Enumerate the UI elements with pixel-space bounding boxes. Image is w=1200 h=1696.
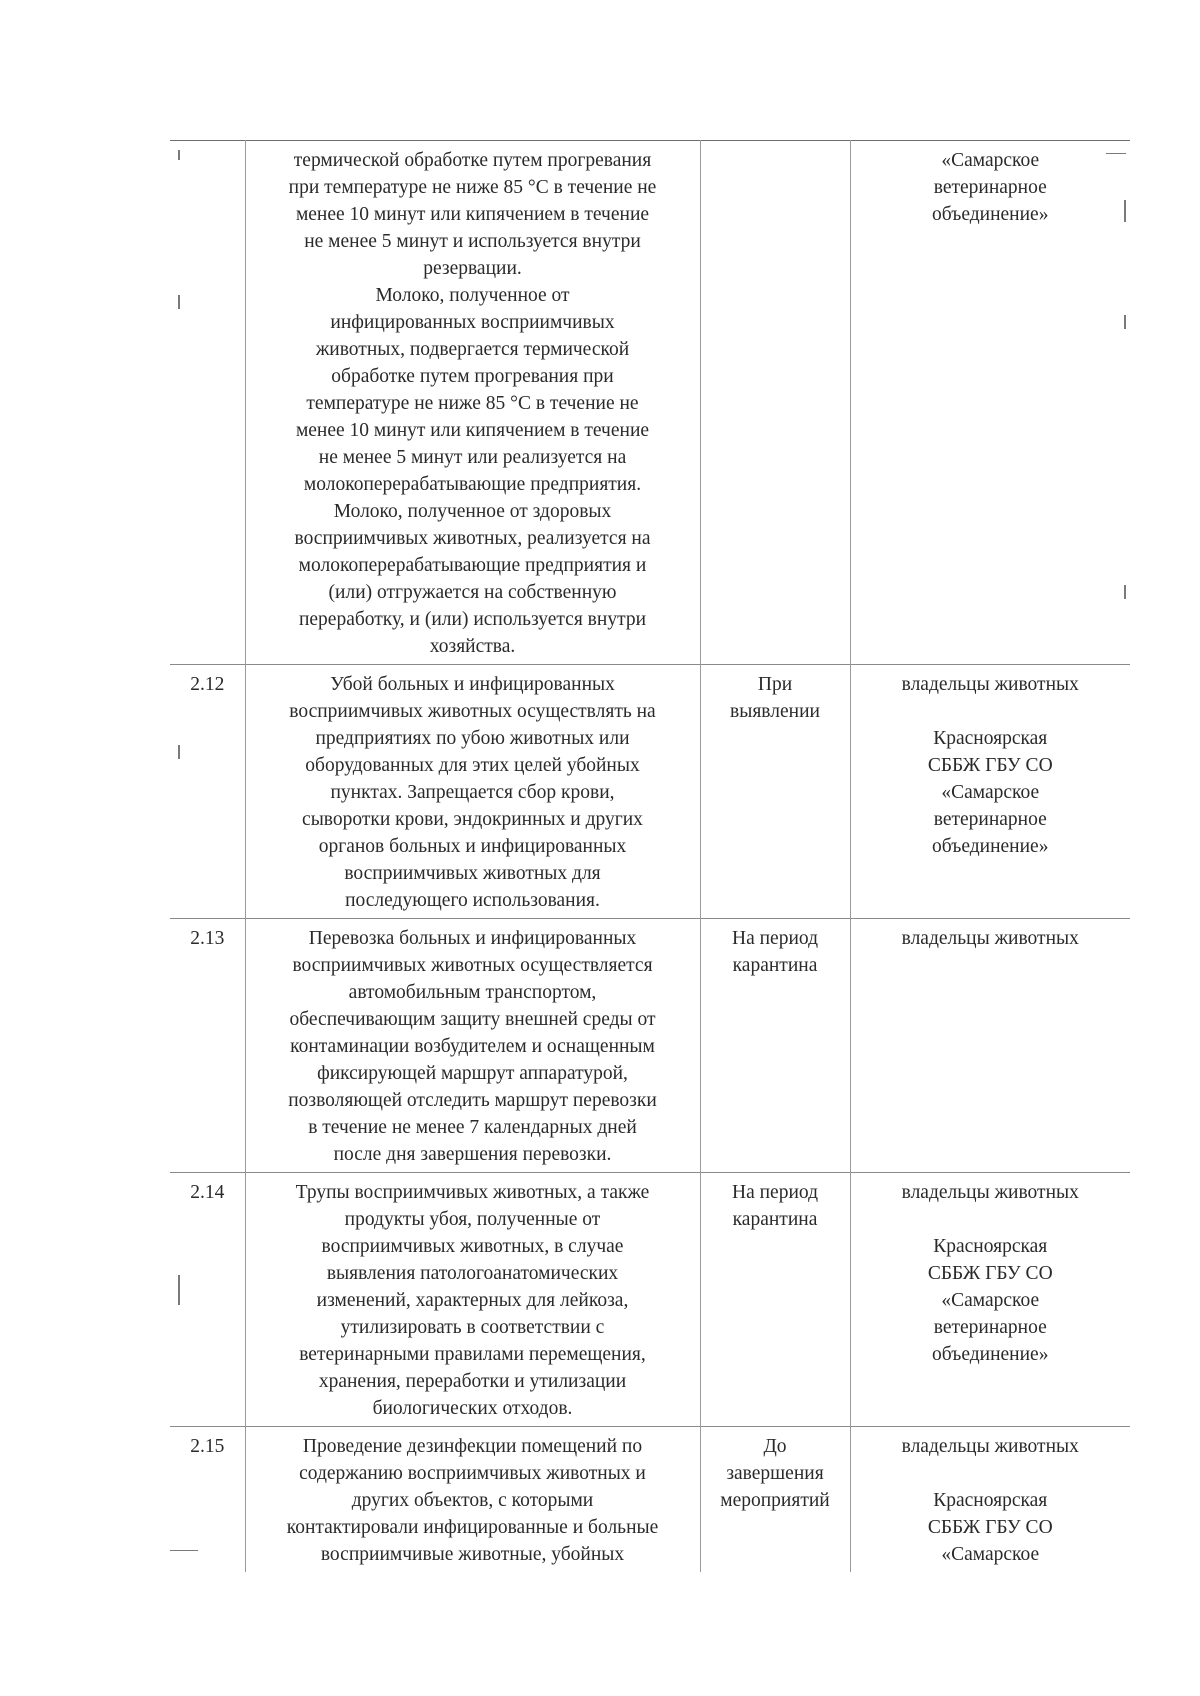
table-row <box>170 919 1130 1173</box>
scan-artifact <box>178 295 180 309</box>
measure-text: Трупы восприимчивых животных, а также продукты убоя, полученные от восприимчивых животных, в случае выявления патологоанатомических изменений, характерных для лейкоза, утилизировать в соответствии с ветеринарными правилами перемещения, хранения, переработки и утилизации биологических отходов. <box>295 1182 650 1419</box>
measure-term: На период карантина <box>732 928 818 976</box>
table-row <box>170 665 1130 919</box>
scan-artifact <box>178 745 180 759</box>
row-number: 2.15 <box>170 1427 245 1573</box>
scan-artifact <box>178 1275 180 1305</box>
scan-artifact <box>1124 585 1126 599</box>
row-number: 2.12 <box>170 665 245 919</box>
measure-text: Проведение дезинфекции помещений по содержанию восприимчивых животных и других объектов, с которыми контактировали инфицированные и больные восприимчивые животные, убойных <box>286 1436 659 1565</box>
scan-artifact <box>1106 153 1126 154</box>
responsible-main: владельцы животных <box>901 1436 1079 1457</box>
measure-term: До завершения мероприятий <box>720 1436 830 1511</box>
measure-text: Перевозка больных и инфицированных восприимчивых животных осуществляется автомобильным транспортом, обеспечивающим защиту внешней среды от контаминации возбудителем и оснащенным фиксирующей маршрут аппаратурой, позволяющей отследить маршрут перевозки в течение не менее 7 календарных дней после дня завершения перевозки. <box>288 928 657 1165</box>
row-number <box>170 141 245 665</box>
row-number: 2.14 <box>170 1173 245 1427</box>
responsible-extra: «Самарское ветеринарное объединение» <box>932 150 1049 225</box>
scan-artifact <box>1124 315 1126 329</box>
responsible-main: владельцы животных <box>901 1182 1079 1203</box>
table-row <box>170 141 1130 665</box>
responsible-extra: Красноярская СББЖ ГБУ СО «Самарское ветеринарное объединение» <box>927 728 1053 857</box>
measure-text: термической обработке путем прогревания при температуре не ниже 85 °С в течение не менее 10 минут или кипячением в течение не менее 5 минут и используется внутри резервации. Молоко, полученное от инфицированных восприимчивых животных, подвергается термической обработке путем прогревания при температуре не ниже 85 °С в течение не менее 10 минут или кипячением в течение не менее 5 минут или реализуется на молокоперерабатывающие предприятия. Молоко, полученное от здоровых восприимчивых животных, реализуется на молокоперерабатывающие предприятия и (или) отгружается на собственную переработку, и (или) используется внутри хозяйства. <box>288 150 657 657</box>
scan-artifact <box>1124 200 1126 222</box>
scan-artifact <box>170 1550 198 1551</box>
scan-artifact <box>178 150 180 160</box>
measure-text: Убой больных и инфицированных восприимчивых животных осуществлять на предприятиях по убою животных или оборудованных для этих целей убойных пунктах. Запрещается сбор крови, сыворотки крови, эндокринных и других органов больных и инфицированных восприимчивых животных для последующего использования. <box>289 674 656 911</box>
responsible-main: владельцы животных <box>901 928 1079 949</box>
table-row <box>170 1173 1130 1427</box>
responsible-extra: Красноярская СББЖ ГБУ СО «Самарское <box>927 1490 1053 1565</box>
responsible-extra: Красноярская СББЖ ГБУ СО «Самарское ветеринарное объединение» <box>927 1236 1053 1365</box>
measure-term: На период карантина <box>732 1182 818 1230</box>
measures-table <box>170 140 1130 1572</box>
responsible-main: владельцы животных <box>901 674 1079 695</box>
measure-term: При выявлении <box>730 674 820 722</box>
table-row <box>170 1427 1130 1573</box>
row-number: 2.13 <box>170 919 245 1173</box>
